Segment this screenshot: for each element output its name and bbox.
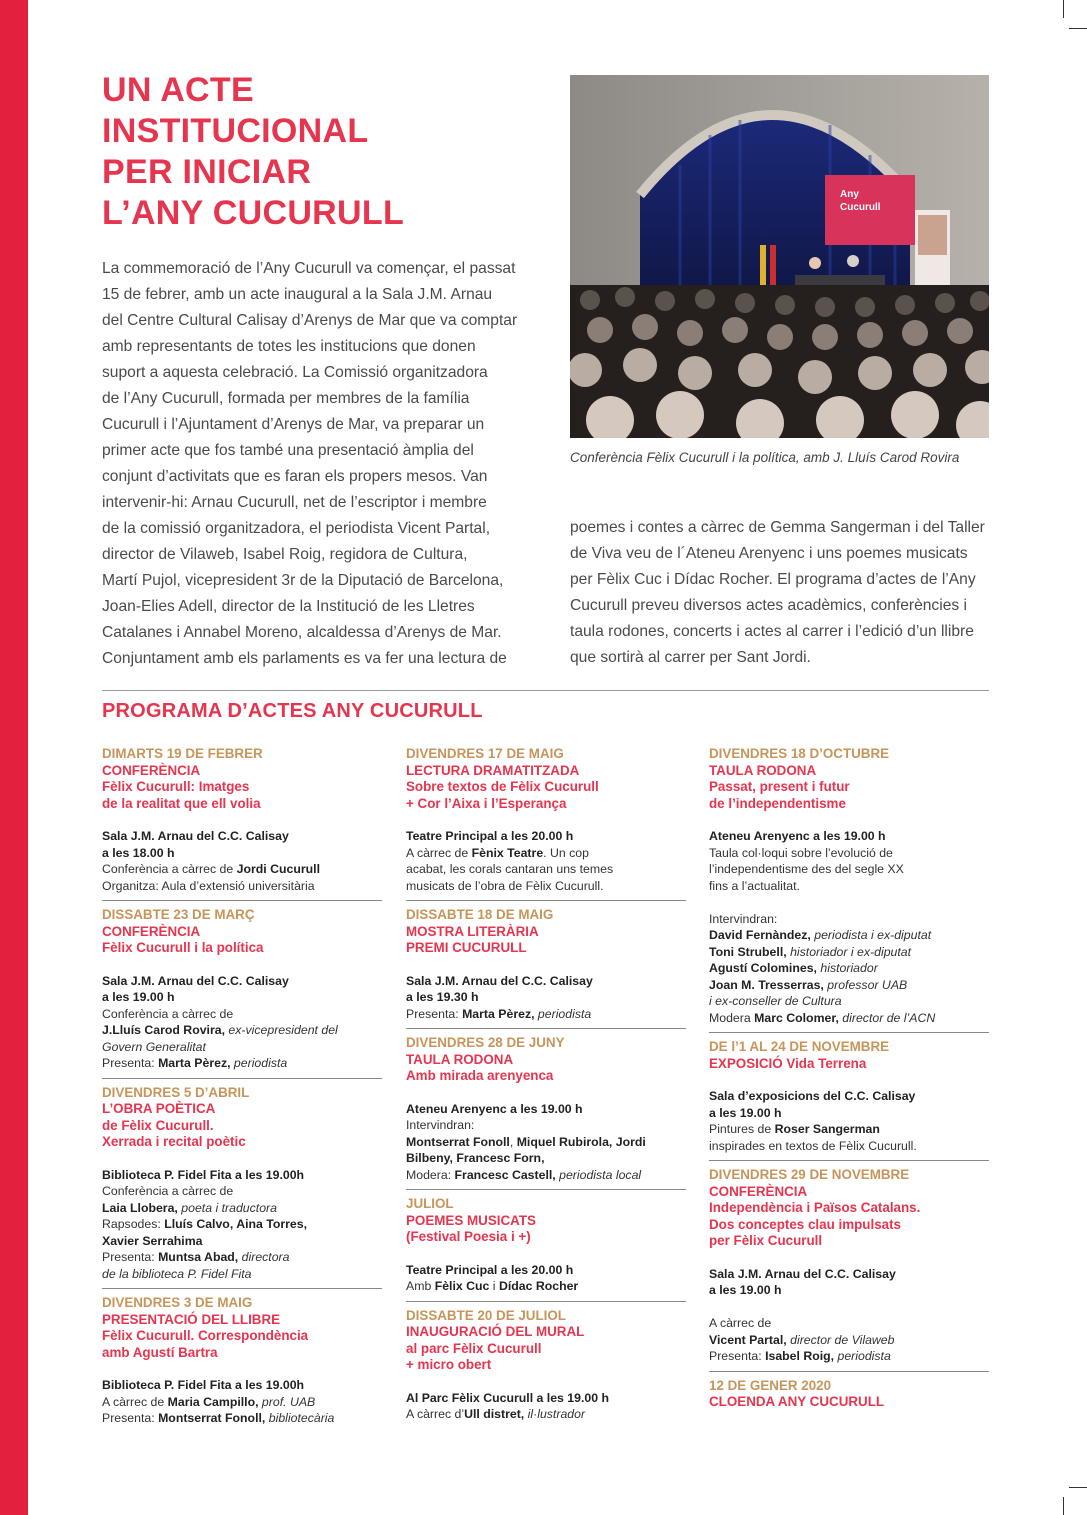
event-title-line: Dos conceptes clau impulsats bbox=[709, 1216, 901, 1232]
detail-line bbox=[709, 1266, 989, 1283]
event-title-line: CONFERÈNCIA bbox=[709, 1183, 808, 1199]
event-title-line: al parc Fèlix Cucurull bbox=[406, 1340, 542, 1356]
spacer bbox=[709, 894, 989, 911]
event-details bbox=[709, 1266, 989, 1365]
body-line: director de Vilaweb, Isabel Roig, regidora de Cultura, bbox=[102, 546, 468, 563]
detail-line bbox=[709, 1332, 989, 1349]
body-line: Catalanes i Annabel Moreno, alcaldessa d’Arenys de Mar. bbox=[102, 624, 502, 641]
info-text: Presenta: bbox=[102, 1056, 159, 1070]
detail-line bbox=[406, 861, 686, 878]
article-title bbox=[102, 70, 542, 234]
info-bold: Teatre Principal a les 20.00 h bbox=[406, 829, 574, 843]
info-bold: Teatre Principal a les 20.00 h bbox=[406, 1262, 574, 1277]
info-italic: il·lustrador bbox=[524, 1407, 586, 1421]
event-date: DIVENDRES 29 DE NOVEMBRE bbox=[709, 1167, 910, 1182]
event-date: DIVENDRES 5 D’ABRIL bbox=[102, 1084, 250, 1100]
info-bold: Jordi Cucurull bbox=[236, 862, 321, 876]
event-title-line: PREMI CUCURULL bbox=[406, 940, 527, 955]
info-text: Rapsodes: bbox=[102, 1217, 165, 1231]
detail-line bbox=[709, 993, 989, 1010]
event-details bbox=[709, 1088, 989, 1154]
event-title-line: Sobre textos de Fèlix Cucurull bbox=[406, 779, 599, 794]
info-text: acabat, les corals cantaran uns temes bbox=[406, 862, 614, 876]
detail-line bbox=[102, 1233, 382, 1250]
event-details bbox=[406, 1262, 686, 1295]
info-bold: a les 19.00 h bbox=[709, 1283, 782, 1297]
event-date: DIVENDRES 3 DE MAIG bbox=[102, 1295, 253, 1310]
event-title-line: + micro obert bbox=[406, 1357, 492, 1372]
info-text: A càrrec de bbox=[709, 1316, 772, 1330]
detail-line bbox=[406, 1167, 686, 1184]
detail-line: Montserrat Fonoll, Miquel Rubirola, Jordi bbox=[406, 1134, 646, 1149]
detail-line bbox=[102, 845, 382, 862]
event-title-line: Fèlix Cucurull i la política bbox=[102, 940, 264, 955]
crop-mark-bottom bbox=[1063, 1497, 1064, 1515]
event-title-line: L’OBRA POÈTICA bbox=[102, 1101, 216, 1116]
body-line: de la comissió organitzadora, el periodista Vicent Partal, bbox=[102, 520, 491, 537]
body-line: per Fèlix Cuc i Dídac Rocher. El programa d’actes de l’Any bbox=[570, 571, 976, 588]
info-text: Pintures de bbox=[709, 1122, 775, 1136]
info-italic: periodista i ex-diputat bbox=[810, 928, 932, 942]
crop-mark-top bbox=[1063, 0, 1064, 18]
info-bold: Lluís Calvo, Aina Torres, bbox=[164, 1217, 308, 1231]
info-bold: Fèlix Cuc bbox=[434, 1279, 490, 1293]
conference-audience-image bbox=[570, 75, 989, 438]
event-header bbox=[406, 1308, 686, 1374]
info-text: Modera bbox=[709, 1010, 755, 1025]
info-text: Presenta: bbox=[406, 1006, 463, 1021]
detail-line bbox=[406, 973, 686, 990]
body-line: que sortirà al carrer per Sant Jordi. bbox=[570, 649, 811, 666]
detail-line bbox=[406, 1117, 686, 1134]
info-bold: Bilbeny, Francesc Forn, bbox=[406, 1151, 545, 1165]
detail-line bbox=[406, 828, 686, 845]
info-bold: Ull distret, bbox=[464, 1407, 525, 1421]
info-text: fins a l’actualitat. bbox=[709, 878, 800, 893]
detail-line bbox=[102, 861, 382, 878]
info-bold: Agustí Colomines, bbox=[709, 961, 817, 975]
info-bold: Dídac Rocher bbox=[498, 1279, 579, 1293]
program-event bbox=[709, 1167, 989, 1372]
photo-caption: Conferència Fèlix Cucurull i la política, amb J. Lluís Carod Rovira bbox=[570, 450, 960, 465]
event-header bbox=[406, 907, 686, 957]
body-line: amb representants de totes les institucions que donen bbox=[102, 338, 476, 355]
program-title: PROGRAMA D’ACTES ANY CUCURULL bbox=[102, 700, 483, 722]
body-line: Martí Pujol, vicepresident 3r de la Diputació de Barcelona, bbox=[102, 572, 504, 589]
info-italic: periodista local bbox=[555, 1167, 642, 1182]
detail-line bbox=[406, 1101, 686, 1118]
detail-line bbox=[709, 1315, 989, 1332]
body-line: Conjuntament amb els parlaments es va fer una lectura de bbox=[102, 650, 507, 667]
detail-line bbox=[709, 927, 989, 944]
program-event bbox=[406, 1035, 686, 1190]
red-margin-bar bbox=[0, 0, 28, 1515]
event-header bbox=[406, 746, 686, 812]
info-italic: historiador i ex-diputat bbox=[786, 944, 912, 959]
info-bold: a les 19.00 h bbox=[102, 990, 175, 1004]
detail-line bbox=[102, 1055, 382, 1072]
title-line: PER INICIAR bbox=[102, 153, 312, 191]
title-line: INSTITUCIONAL bbox=[102, 112, 369, 150]
detail-line bbox=[102, 1216, 382, 1233]
info-italic: Govern Generalitat bbox=[102, 1039, 206, 1054]
detail-line bbox=[102, 878, 382, 895]
info-bold: a les 19.30 h bbox=[406, 990, 479, 1004]
info-bold: Montserrat Fonoll, bbox=[158, 1411, 266, 1425]
detail-line bbox=[709, 845, 989, 862]
event-details bbox=[709, 828, 989, 1026]
info-bold: Ateneu Arenyenc a les 19.00 h bbox=[709, 829, 886, 843]
info-bold: Francesc Castell, bbox=[454, 1167, 556, 1182]
event-header bbox=[406, 1196, 686, 1246]
event-title-line: + Cor l’Aixa i l’Esperança bbox=[406, 795, 567, 811]
event-header bbox=[709, 1378, 989, 1411]
screen-text-any: Any bbox=[840, 189, 859, 200]
info-text: Presenta: bbox=[102, 1411, 159, 1425]
body-line: suport a aquesta celebració. La Comissió organitzadora bbox=[102, 364, 488, 381]
info-bold: Marta Pèrez, bbox=[462, 1006, 535, 1021]
event-date: DISSABTE 20 DE JULIOL bbox=[406, 1307, 566, 1323]
info-bold: Joan M. Tresserras, bbox=[709, 977, 824, 992]
info-bold: J.Lluís Carod Rovira, bbox=[102, 1023, 225, 1037]
detail-line bbox=[102, 973, 382, 990]
detail-line bbox=[102, 1006, 382, 1023]
title-line: L’ANY CUCURULL bbox=[102, 194, 405, 232]
event-header bbox=[102, 1085, 382, 1151]
crop-mark-top-h bbox=[1069, 28, 1087, 29]
detail-line bbox=[709, 1010, 989, 1027]
body-line: intervenir-hi: Arnau Cucurull, net de l’escriptor i membre bbox=[102, 494, 487, 511]
event-date: JULIOL bbox=[406, 1196, 454, 1211]
info-text: Conferència a càrrec de bbox=[102, 862, 237, 876]
event-title-line: amb Agustí Bartra bbox=[102, 1344, 218, 1360]
event-date: DE l’1 AL 24 DE NOVEMBRE bbox=[709, 1039, 890, 1054]
info-bold: Biblioteca P. Fidel Fita a les 19.00h bbox=[102, 1167, 305, 1182]
detail-line bbox=[102, 1200, 382, 1217]
event-header bbox=[102, 746, 382, 812]
detail-line bbox=[406, 1150, 686, 1167]
event-details bbox=[102, 973, 382, 1072]
info-text: Conferència a càrrec de bbox=[102, 1006, 234, 1021]
event-details bbox=[406, 828, 686, 894]
info-text: inspirades en textos de Fèlix Cucurull. bbox=[709, 1138, 917, 1153]
program-event bbox=[709, 1039, 989, 1161]
event-date: 12 DE GENER 2020 bbox=[709, 1377, 832, 1393]
detail-line bbox=[102, 1167, 382, 1184]
program-event bbox=[406, 1196, 686, 1302]
event-title-line: TAULA RODONA bbox=[406, 1051, 514, 1067]
detail-line bbox=[102, 1249, 382, 1266]
detail-line bbox=[709, 911, 989, 928]
info-bold: Sala J.M. Arnau del C.C. Calisay bbox=[102, 973, 289, 988]
info-bold: Al Parc Fèlix Cucurull a les 19.00 h bbox=[406, 1390, 609, 1405]
detail-line bbox=[406, 1406, 686, 1423]
info-bold: Sala J.M. Arnau del C.C. Calisay bbox=[406, 973, 593, 988]
event-details bbox=[102, 1167, 382, 1283]
event-title-line: Fèlix Cucurull. Correspondència bbox=[102, 1328, 309, 1343]
info-bold: Marta Pèrez, bbox=[158, 1056, 231, 1070]
info-bold: Maria Campillo, bbox=[167, 1394, 259, 1409]
event-details bbox=[102, 1377, 382, 1427]
detail-line: Amb Fèlix Cuc i Dídac Rocher bbox=[406, 1279, 579, 1293]
info-text: Amb bbox=[406, 1279, 435, 1293]
event-title-line: EXPOSICIÓ Vida Terrena bbox=[709, 1055, 867, 1071]
program-column-1 bbox=[102, 746, 382, 1439]
info-text: Conferència a càrrec de bbox=[102, 1184, 234, 1198]
detail-line bbox=[709, 1121, 989, 1138]
detail-line bbox=[709, 1138, 989, 1155]
body-line: Cucurull preveu diversos actes acadèmics, conferències i bbox=[570, 597, 967, 614]
event-date: DIVENDRES 18 D’OCTUBRE bbox=[709, 746, 890, 761]
body-line: conjunt d’activitats que es faran els propers mesos. Van bbox=[102, 468, 488, 485]
program-event bbox=[406, 746, 686, 901]
section-divider bbox=[102, 690, 989, 691]
event-details bbox=[406, 973, 686, 1023]
event-title-line: Amb mirada arenyenca bbox=[406, 1068, 554, 1083]
event-title-line: POEMES MUSICATS bbox=[406, 1212, 536, 1228]
detail-line bbox=[709, 1348, 989, 1365]
event-title-line: Independència i Països Catalans. bbox=[709, 1200, 921, 1215]
detail-line bbox=[709, 1088, 989, 1105]
body-line: de l’Any Cucurull, formada per membres de la família bbox=[102, 390, 470, 407]
body-line: 15 de febrer, amb un acte inaugural a la Sala J.M. Arnau bbox=[102, 286, 493, 303]
program-column-2 bbox=[406, 746, 686, 1435]
info-italic: prof. UAB bbox=[258, 1394, 316, 1409]
event-date: DIMARTS 19 DE FEBRER bbox=[102, 746, 263, 761]
event-date: DISSABTE 23 DE MARÇ bbox=[102, 907, 255, 922]
info-bold: Vicent Partal, bbox=[709, 1332, 787, 1347]
body-line: Joan-Elies Adell, director de la Institució de les Lletres bbox=[102, 598, 475, 615]
info-bold: Laia Llobera, bbox=[102, 1200, 178, 1215]
body-line: poemes i contes a càrrec de Gemma Sangerman i del Taller bbox=[570, 519, 985, 536]
event-title-line: PRESENTACIÓ DEL LLIBRE bbox=[102, 1311, 281, 1327]
info-bold: David Fernàndez, bbox=[709, 928, 811, 942]
info-text: A càrrec de bbox=[406, 845, 472, 860]
event-title-line: CONFERÈNCIA bbox=[102, 762, 201, 778]
event-title-line: Passat, present i futur bbox=[709, 779, 850, 794]
detail-line bbox=[102, 1410, 382, 1427]
detail-line bbox=[709, 944, 989, 961]
event-title-line: de Fèlix Cucurull. bbox=[102, 1117, 214, 1133]
event-title-line: MOSTRA LITERÀRIA bbox=[406, 923, 539, 939]
detail-line bbox=[102, 1394, 382, 1411]
article-body-right bbox=[570, 515, 990, 671]
event-title-line: Xerrada i recital poètic bbox=[102, 1134, 246, 1149]
info-text: A càrrec d’ bbox=[406, 1407, 465, 1421]
info-italic: de la biblioteca P. Fidel Fita bbox=[102, 1266, 252, 1281]
info-bold: Sala d’exposicions del C.C. Calisay bbox=[709, 1089, 916, 1103]
program-event bbox=[102, 907, 382, 1079]
detail-line bbox=[406, 989, 686, 1006]
program-event bbox=[406, 1308, 686, 1429]
event-title-line: Fèlix Cucurull: Imatges bbox=[102, 779, 250, 794]
info-bold: Sala J.M. Arnau del C.C. Calisay bbox=[102, 829, 289, 843]
detail-line bbox=[102, 1266, 382, 1283]
detail-line bbox=[709, 828, 989, 845]
event-header bbox=[709, 746, 989, 812]
event-details bbox=[406, 1101, 686, 1184]
info-text: Taula col·loqui sobre l’evolució de bbox=[709, 845, 893, 860]
info-italic: periodista bbox=[834, 1349, 891, 1363]
event-title-line: TAULA RODONA bbox=[709, 762, 817, 778]
info-bold: Isabel Roig, bbox=[765, 1349, 835, 1363]
info-text: Presenta: bbox=[709, 1349, 766, 1363]
event-header bbox=[709, 1039, 989, 1072]
info-text: l’independentisme des del segle XX bbox=[709, 862, 904, 876]
info-text: musicats de l’obra de Fèlix Cucurull. bbox=[406, 878, 604, 893]
event-title-line: CONFERÈNCIA bbox=[102, 923, 201, 939]
info-bold: a les 18.00 h bbox=[102, 845, 175, 860]
detail-line bbox=[709, 960, 989, 977]
event-details bbox=[102, 828, 382, 894]
detail-line bbox=[709, 861, 989, 878]
info-italic: i ex-conseller de Cultura bbox=[709, 994, 842, 1008]
detail-line bbox=[709, 878, 989, 895]
program-event bbox=[102, 1295, 382, 1433]
body-line: primer acte que fos també una presentació àmplia del bbox=[102, 442, 474, 459]
event-title-line: CLOENDA ANY CUCURULL bbox=[709, 1394, 885, 1409]
event-title-line: de la realitat que ell volia bbox=[102, 795, 261, 811]
body-line: Cucurull i l’Ajuntament d’Arenys de Mar, va preparar un bbox=[102, 416, 485, 433]
body-line: de Viva veu de l´Ateneu Arenyenc i uns poemes musicats bbox=[570, 545, 968, 562]
event-header bbox=[709, 1167, 989, 1250]
program-event bbox=[406, 907, 686, 1029]
event-header bbox=[406, 1035, 686, 1085]
info-bold: Fènix Teatre bbox=[471, 845, 544, 860]
detail-line bbox=[102, 1022, 382, 1039]
info-bold: Roser Sangerman bbox=[774, 1122, 880, 1136]
event-title-line: de l’independentisme bbox=[709, 795, 846, 811]
info-text: Presenta: bbox=[102, 1250, 159, 1264]
body-line: La commemoració de l’Any Cucurull va començar, el passat bbox=[102, 260, 516, 277]
info-bold: Miquel Rubirola, Jordi bbox=[516, 1134, 646, 1149]
detail-line bbox=[102, 989, 382, 1006]
program-event bbox=[709, 746, 989, 1033]
event-title-line: per Fèlix Cucurull bbox=[709, 1233, 823, 1248]
event-date: DIVENDRES 17 DE MAIG bbox=[406, 746, 564, 761]
program-column-3 bbox=[709, 746, 989, 1423]
detail-line bbox=[709, 1105, 989, 1122]
info-bold: Sala J.M. Arnau del C.C. Calisay bbox=[709, 1266, 896, 1281]
screen-text-cucurull: Cucurull bbox=[840, 202, 881, 213]
info-italic: ex-vicepresident del bbox=[225, 1023, 338, 1037]
detail-line bbox=[406, 1006, 686, 1023]
info-italic: historiador bbox=[816, 961, 878, 975]
info-text: Organitza: Aula d’extensió universitària bbox=[102, 878, 315, 893]
event-date: DIVENDRES 28 DE JUNY bbox=[406, 1035, 565, 1050]
detail-line bbox=[709, 977, 989, 994]
info-text: Intervindran: bbox=[406, 1118, 475, 1132]
info-italic: director de Vilaweb bbox=[786, 1332, 895, 1347]
info-bold: Marc Colomer, bbox=[754, 1010, 839, 1025]
title-line: UN ACTE bbox=[102, 71, 254, 109]
detail-line bbox=[102, 828, 382, 845]
info-text: Intervindran: bbox=[709, 911, 778, 926]
info-text: A càrrec de bbox=[102, 1394, 168, 1409]
info-bold: Ateneu Arenyenc a les 19.00 h bbox=[406, 1101, 583, 1116]
detail-line bbox=[709, 1282, 989, 1299]
article-body-left bbox=[102, 256, 522, 672]
info-bold: a les 19.00 h bbox=[709, 1105, 782, 1120]
detail-line bbox=[406, 878, 686, 895]
body-line: del Centre Cultural Calisay d’Arenys de Mar que va comptar bbox=[102, 312, 518, 329]
program-event bbox=[709, 1378, 989, 1417]
info-bold: Xavier Serrahima bbox=[102, 1233, 203, 1248]
info-italic: bibliotecària bbox=[265, 1411, 335, 1425]
info-bold: Muntsa Abad, bbox=[158, 1250, 239, 1264]
detail-line bbox=[406, 1262, 686, 1279]
event-date: DISSABTE 18 DE MAIG bbox=[406, 907, 554, 922]
info-italic: periodista bbox=[230, 1056, 288, 1070]
event-title-line: (Festival Poesia i +) bbox=[406, 1229, 531, 1244]
detail-line bbox=[102, 1183, 382, 1200]
event-title-line: LECTURA DRAMATITZADA bbox=[406, 762, 580, 778]
info-bold: Toni Strubell, bbox=[709, 944, 787, 959]
crop-mark-bottom-h bbox=[1069, 1487, 1087, 1488]
info-italic: poeta i traductora bbox=[177, 1200, 277, 1215]
detail-line bbox=[102, 1039, 382, 1056]
event-photo bbox=[570, 75, 989, 438]
detail-line: A càrrec de Fènix Teatre. Un cop bbox=[406, 845, 589, 860]
info-italic: professor UAB bbox=[823, 977, 908, 992]
info-bold: Biblioteca P. Fidel Fita a les 19.00h bbox=[102, 1378, 305, 1392]
info-bold: Montserrat Fonoll bbox=[406, 1134, 510, 1149]
body-line: taula rodones, concerts i actes al carrer i l’edició d’un llibre bbox=[570, 623, 974, 640]
event-header bbox=[102, 1295, 382, 1361]
detail-line bbox=[406, 1390, 686, 1407]
info-italic: periodista bbox=[534, 1006, 592, 1021]
event-title-line: INAUGURACIÓ DEL MURAL bbox=[406, 1324, 585, 1339]
detail-line bbox=[102, 1377, 382, 1394]
info-italic: director de l’ACN bbox=[838, 1010, 936, 1025]
info-italic: directora bbox=[238, 1250, 290, 1264]
spacer bbox=[709, 1299, 989, 1316]
info-text: Modera: bbox=[406, 1167, 455, 1182]
program-event bbox=[102, 1085, 382, 1290]
event-header bbox=[102, 907, 382, 957]
event-details bbox=[406, 1390, 686, 1423]
program-event bbox=[102, 746, 382, 901]
